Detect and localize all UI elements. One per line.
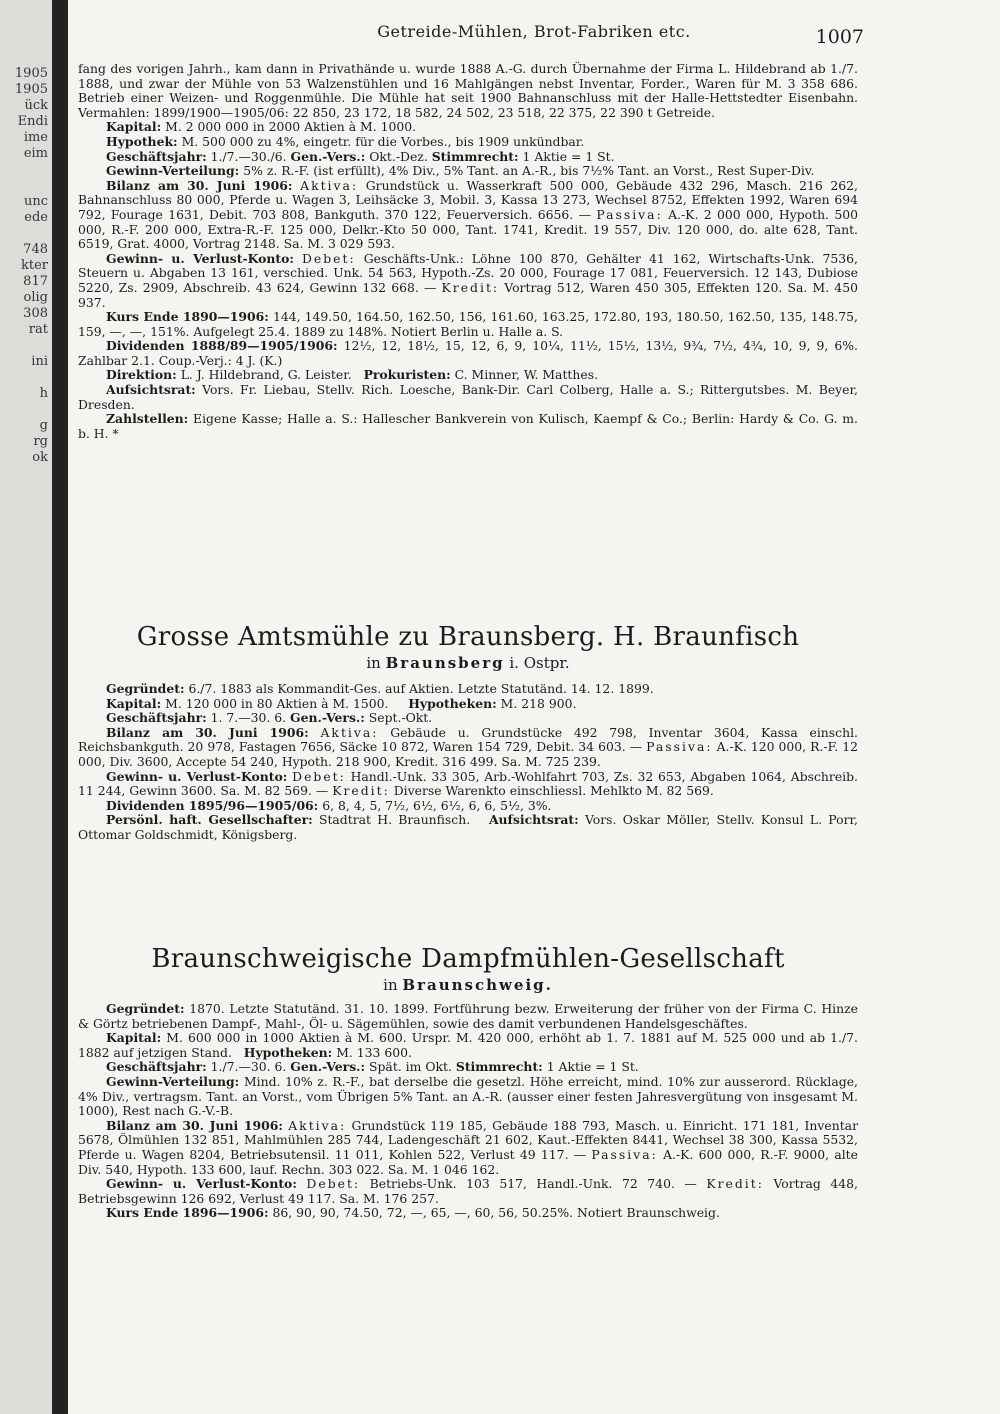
kurs-line: Kurs Ende 1890—1906: 144, 149.50, 164.50, 162.50, 156, 161.60, 163.25, 172.80, 193, 180.50, 162.50, 135, 148.75, 159, —, —, 151%. Aufgelegt 25.4. 1889 zu 148%. Notiert Berlin u. Halle a. S.: [78, 309, 858, 339]
kapital-line: Kapital: M. 600 000 in 1000 Aktien à M. 600. Urspr. M. 420 000, erhöht ab 1. 7. 1881 auf M. 525 000 und ab 1./7. 1882 auf jetzigen Stand. Hypotheken: M. 133 600.: [78, 1030, 858, 1060]
left-fragment-text: h: [39, 386, 48, 401]
kapital-line: Kapital: M. 120 000 in 80 Aktien à M. 1500. Hypotheken: M. 218 900.: [106, 695, 577, 711]
company-location: in Braunschweig.: [383, 976, 553, 994]
left-fragment-text: 1905: [14, 82, 48, 97]
left-fragment-text: olig: [23, 290, 48, 305]
left-fragment-text: Endi: [17, 114, 48, 129]
bilanz: Bilanz am 30. Juni 1906: Aktiva: Grundstück u. Wasserkraft 500 000, Gebäude 432 296, Masch. 216 262, Bahnanschluss 80 000, Pferde u. Wagen 3, Leihsäcke 3, Mobil. 3, Kassa 13 273, Wechsel 8752, Effekten 1992, Waren 694 792, Fourage 1631, Debit. 703 808, Bankguth. 370 122, Feuerversich. 6656. — Passiva: A.-K. 2 000 000, Hypoth. 500 000, R.-F. 200 000, Extra-R.-F. 125 000, Delkr.-Kto 50 000, Tant. 1741, Kredit. 19 557, Div. 120 000, do. alte 628, Tant. 6519, Grat. 4000, Vortrag 2148. Sa. M. 3 029 593.: [78, 177, 858, 252]
company-location: in Braunsberg i. Ostpr.: [366, 654, 570, 672]
aufsichtsrat-line: Aufsichtsrat: Vors. Fr. Liebau, Stellv. Rich. Loesche, Bank-Dir. Carl Colberg, Halle a. S.; Rittergutsbes. M. Beyer, Dresden.: [78, 382, 858, 412]
left-fragment-text: unc: [23, 194, 48, 209]
braunsberg-heading: [68, 622, 868, 672]
geschaeftsjahr-line: Geschäftsjahr: 1./7.—30./6. Gen.-Vers.: Okt.-Dez. Stimmrecht: 1 Aktie = 1 St.: [106, 148, 615, 164]
bilanz: Bilanz am 30. Juni 1906: Aktiva: Gebäude u. Grundstücke 492 798, Inventar 3604, Kassa einschl. Reichsbankguth. 20 978, Fastagen 7656, Säcke 10 872, Waren 154 729, Debit. 34 603. — Passiva: A.-K. 120 000, R.-F. 12 000, Div. 3600, Accepte 54 240, Hypoth. 218 900, Kredit. 316 499. Sa. M. 725 239.: [78, 724, 858, 769]
direktion-line: Direktion: L. J. Hildebrand, G. Leister. Prokuristen: C. Minner, W. Matthes.: [106, 367, 599, 383]
left-fragment-text: ini: [31, 354, 48, 369]
kurs-line: Kurs Ende 1896—1906: 86, 90, 90, 74.50, 72, —, 65, —, 60, 56, 50.25%. Notiert Braunschweig.: [106, 1205, 720, 1221]
gegruendet-line: Gegründet: 1870. Letzte Statutänd. 31. 10. 1899. Fortführung bezw. Erweiterung der früher von der Firma C. Hinze & Görtz betriebenen Dampf-, Mahl-, Öl- u. Sägemühlen, sowie des damit verbundenen Handelsgeschäftes.: [78, 1001, 858, 1031]
gewinn-verteilung: Gewinn-Verteilung: Mind. 10% z. R.-F., bat derselbe die gesetzl. Höhe erreicht, mind. 10% zur ausserord. Rücklage, 4% Div., vertragsm. Tant. an Vorst., vom Übrigen 5% Tant. an A.-R. (ausser einer festen Jahresvergütung von insgesamt M. 1000), Rest nach G.-V.-B.: [78, 1073, 858, 1119]
kapital-line: Kapital: M. 2 000 000 in 2000 Aktien à M. 1000.: [106, 119, 417, 135]
left-fragment-text: 817: [23, 274, 48, 289]
geschaeftsjahr-line: Geschäftsjahr: 1. 7.—30. 6. Gen.-Vers.: Sept.-Okt.: [106, 710, 433, 726]
left-fragment-text: ok: [32, 450, 48, 465]
left-fragment-text: ück: [24, 98, 48, 113]
left-fragment-text: kter: [20, 258, 48, 273]
company-title: Grosse Amtsmühle zu Braunsberg. H. Braunfisch: [136, 622, 800, 652]
continued-entry: [78, 62, 858, 441]
left-page-fragment: [0, 0, 52, 1414]
company-title: Braunschweigische Dampfmühlen-Gesellschaft: [151, 944, 785, 974]
left-fragment-text: eim: [23, 146, 48, 161]
left-fragment-text: 748: [23, 242, 48, 257]
intro-paragraph: fang des vorigen Jahrh., kam dann in Privathände u. wurde 1888 A.-G. durch Übernahme der Firma L. Hildebrand ab 1./7. 1888, und zwar der Mühle von 53 Walzenstühlen und 16 Mahlgängen nebst Inventar, Forder., Waren für M. 3 358 686. Betrieb einer Weizen- und Roggenmühle. Die Mühle hat seit 1900 Bahnanschluss mit der Halle-Hettstedter Eisenbahn. Vermahlen: 1899/1900—1905/06: 22 850, 23 172, 18 582, 24 502, 23 518, 22 375, 22 390 t Getreide.: [78, 61, 858, 120]
dividenden-line: Dividenden 1895/96—1905/06: 6, 8, 4, 5, 7½, 6½, 6½, 6, 6, 5½, 3%.: [106, 797, 552, 813]
left-fragment-text: rg: [33, 434, 48, 449]
gewinn-verteilung: Gewinn-Verteilung: 5% z. R.-F. (ist erfüllt), 4% Div., 5% Tant. an A.-R., bis 7½% Tant. an Vorst., Rest Super-Div.: [106, 163, 815, 179]
left-fragment-text: 1905: [14, 66, 48, 81]
gegruendet-line: Gegründet: 6./7. 1883 als Kommandit-Ges. auf Aktien. Letzte Statutänd. 14. 12. 1899.: [106, 681, 654, 696]
zahlstellen-line: Zahlstellen: Eigene Kasse; Halle a. S.: Hallescher Bankverein von Kulisch, Kaempf & Co.; Berlin: Hardy & Co. G. m. b. H. *: [78, 411, 858, 441]
left-fragment-text: g: [39, 418, 48, 433]
document-page: [68, 0, 1000, 1414]
hypothek-line: Hypothek: M. 500 000 zu 4%, eingetr. für die Vorbes., bis 1909 unkündbar.: [106, 133, 585, 149]
geschaeftsjahr-line: Geschäftsjahr: 1./7.—30. 6. Gen.-Vers.: Spät. im Okt. Stimmrecht: 1 Aktie = 1 St.: [106, 1059, 639, 1075]
page-gutter: [52, 0, 68, 1414]
left-fragment-text: rat: [28, 322, 48, 337]
dividenden-line: Dividenden 1888/89—1905/1906: 12½, 12, 18½, 15, 12, 6, 9, 10¼, 11½, 15½, 13½, 9¾, 7½, 4¾, 10, 9, 9, 6%. Zahlbar 2.1. Coup.-Verj.: 4 J. (K.): [78, 338, 858, 368]
left-fragment-text: ime: [23, 130, 48, 145]
braunschweig-entry: [78, 1002, 858, 1221]
left-fragment-text: 308: [23, 306, 48, 321]
braunschweig-heading: [68, 944, 868, 994]
gesellschafter-line: Persönl. haft. Gesellschafter: Stadtrat H. Braunfisch. Aufsichtsrat: Vors. Oskar Möller, Stellv. Konsul L. Porr, Ottomar Goldschmidt, Königsberg.: [78, 812, 858, 842]
gewinn-verlust-konto: Gewinn- u. Verlust-Konto: Debet: Handl.-Unk. 33 305, Arb.-Wohlfahrt 703, Zs. 32 653, Abgaben 1064, Abschreib. 11 244, Gewinn 3600. Sa. M. 82 569. — Kredit: Diverse Warenkto einschliessl. Mehlkto M. 82 569.: [78, 768, 858, 799]
running-head: Getreide-Mühlen, Brot-Fabriken etc.: [377, 22, 691, 41]
left-fragment-text: ede: [24, 210, 48, 225]
bilanz: Bilanz am 30. Juni 1906: Aktiva: Grundstück 119 185, Gebäude 188 793, Masch. u. Einricht. 171 181, Inventar 5678, Ölmühlen 132 851, Mahlmühlen 285 744, Ladengeschäft 21 602, Kaut.-Effekten 8441, Wechsel 38 300, Kassa 5532, Pferde u. Wagen 8204, Betriebsutensil. 11 011, Kohlen 522, Verlust 49 117. — Passiva: A.-K. 600 000, R.-F. 9000, alte Div. 540, Hypoth. 133 600, lauf. Rechn. 303 022. Sa. M. 1 046 162.: [78, 1117, 858, 1177]
page-number: 1007: [815, 26, 864, 48]
braunsberg-entry: [78, 682, 858, 843]
gewinn-verlust-konto: Gewinn- u. Verlust-Konto: Debet: Geschäfts-Unk.: Löhne 100 870, Gehälter 41 162, Wirtschafts-Unk. 7536, Steuern u. Abgaben 13 161, verschied. Unk. 54 563, Hypoth.-Zs. 20 000, Fourage 17 081, Feuerversich. 12 143, Dubiose 5220, Zs. 2909, Abschreib. 43 624, Gewinn 132 668. — Kredit: Vortrag 512, Waren 450 305, Effekten 120. Sa. M. 450 937.: [78, 250, 858, 310]
gewinn-verlust-konto: Gewinn- u. Verlust-Konto: Debet: Betriebs-Unk. 103 517, Handl.-Unk. 72 740. — Kredit: Vortrag 448, Betriebsgewinn 126 692, Verlust 49 117. Sa. M. 176 257.: [78, 1176, 858, 1206]
